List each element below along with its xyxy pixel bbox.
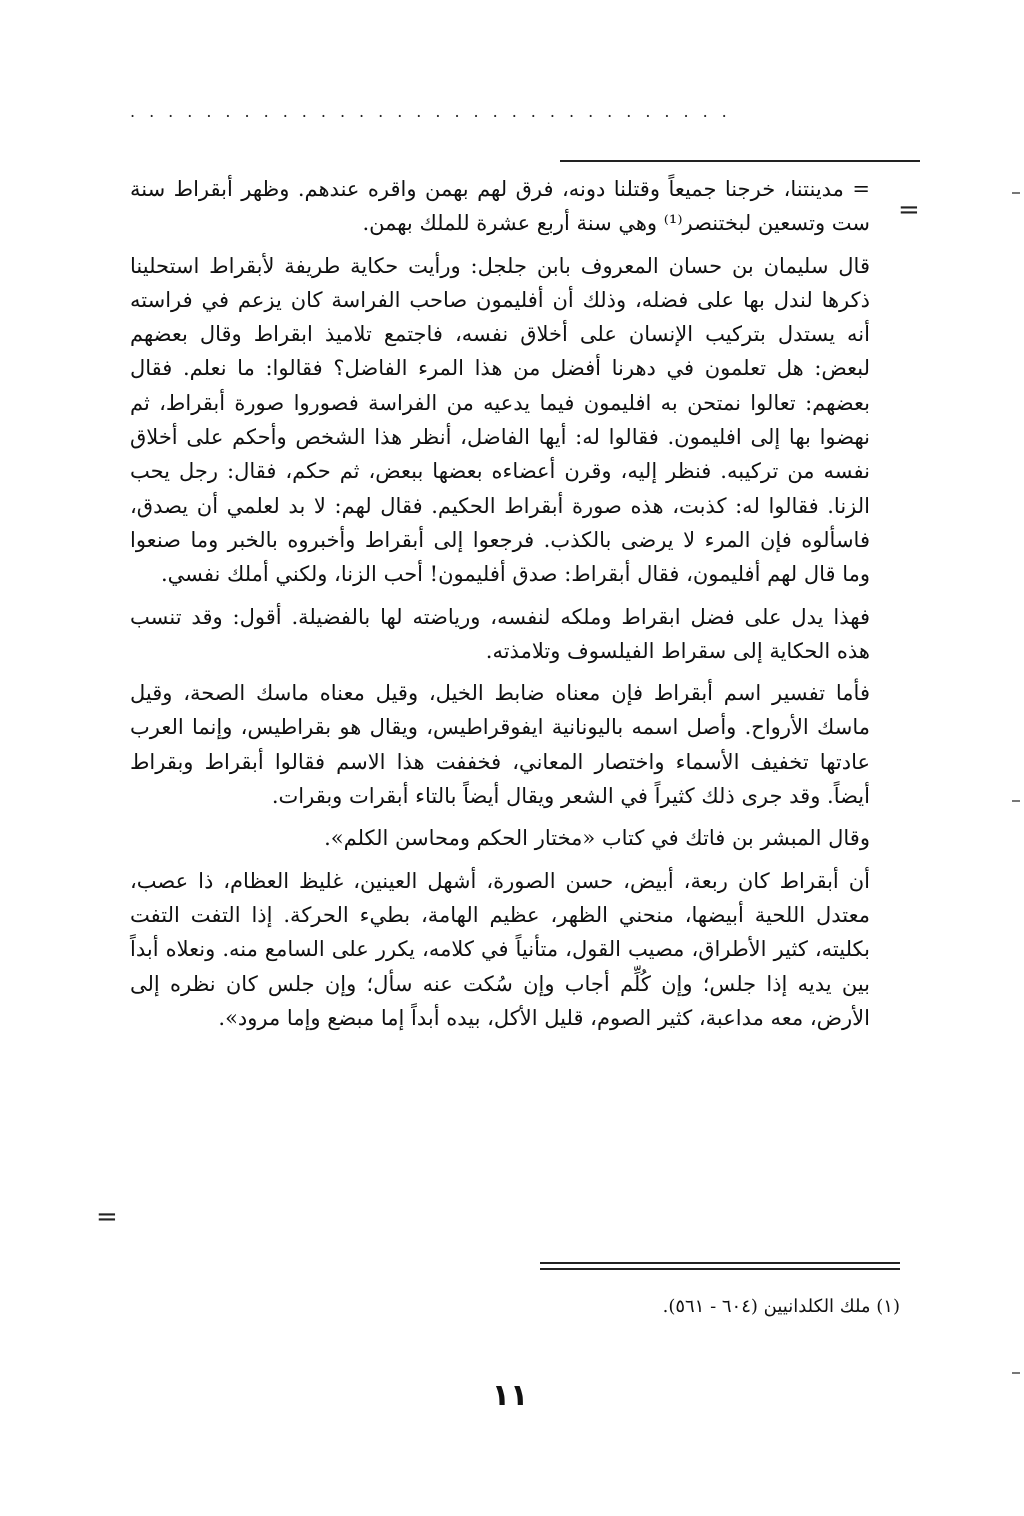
paragraph-5: وقال المبشر بن فاتك في كتاب «مختار الحكم ومحاسن الكلم». [324,826,870,851]
scan-edge-mark [1012,1372,1020,1374]
main-text [130,172,870,1043]
page-number: ١١ [491,1378,529,1413]
footnote-rule-top [540,1262,900,1264]
paragraph-6: أن أبقراط كان ربعة، أبيض، حسن الصورة، أشهل العينين، غليظ العظام، ذا عصب، معتدل اللحية أبيضها، منحني الظهر، عظيم الهامة، بطيء الحركة. إذا التفت التفت بكليته، كثير الأطراق، مصيب القول، متأنياً في كلامه، يكرر على السامع منه. ونعلاه أبداً بين يديه إذا جلس؛ وإن كُلِّم أجاب وإن سُكت عنه سأل؛ وإن جلس كان نظره إلى الأرض، معه مداعبة، كثير الصوم، قليل الأكل، بيده أبداً إما مبضع وإما مرود». [130,868,870,1030]
scan-edge-mark [1012,800,1020,802]
paragraph-2: قال سليمان بن حسان المعروف بابن جلجل: ورأيت حكاية طريفة لأبقراط استحلينا ذكرها لندل بها على فضله، وذلك أن أفليمون صاحب الفراسة كان يزعم في فراسته أنه يستدل بتركيب الإنسان على أخلاق نفسه، فاجتمع تلاميذ ابقراط وقال بعضهم لبعض: هل تعلمون في دهرنا أفضل من هذا المرء الفاضل؟ فقالوا: ما نعلم. فقال بعضهم: تعالوا نمتحن به افليمون فيما يدعيه من الفراسة فصوروا صورة أبقراط، ثم نهضوا بها إلى افليمون. فقالوا له: أيها الفاضل، أنظر هذا الشخص وأحكم على أخلاق نفسه من تركيبه. فنظر إليه، وقرن أعضاءه بعضها ببعض، ثم حكم، فقال: رجل يحب الزنا. فقالوا له: كذبت، هذه صورة أبقراط الحكيم. فقال لهم: لا بد لعلمي أن يصدق، فاسألوه فإن المرء لا يرضى بالكذب. فرجعوا إلى أبقراط وأخبروه بالخبر وما صنعوا وما قال لهم أفليمون، فقال أبقراط: صدق أفليمون! أحب الزنا، ولكني أملك نفسي. [130,253,870,587]
footnote: (١) ملك الكلدانيين (٦٠٤ - ٥٦١). [662,1296,900,1317]
paragraph-1: = مدينتنا، خرجنا جميعاً وقتلنا دونه، فرق لهم بهمن واقره عندهم. وظهر أبقراط سنة ست وتسعين لبختنصر⁽¹⁾ وهي سنة أربع عشرة للملك بهمن. [130,177,870,236]
continuation-mark-top: = [898,195,920,225]
continuation-mark-bottom: = [96,1202,118,1232]
footnote-rule-bottom [540,1268,900,1270]
header-dot-line: ................................ [130,104,741,120]
paragraph-3: فهذا يدل على فضل ابقراط وملكه لنفسه، ورياضته لها بالفضيلة. أقول: وقد تنسب هذه الحكاية إلى سقراط الفيلسوف وتلامذته. [130,604,870,663]
scan-edge-mark [1012,192,1020,194]
header-rule [560,160,920,162]
paragraph-4: فأما تفسير اسم أبقراط فإن معناه ضابط الخيل، وقيل معناه ماسك الصحة، وقيل ماسك الأرواح. وأصل اسمه باليونانية ايفوقراطيس، ويقال هو بقراطيس، وإنما العرب عادتها تخفيف الأسماء واختصار المعاني، فخففت هذا الاسم فقالوا أبقراط وبقراط أيضاً. وقد جرى ذلك كثيراً في الشعر ويقال أيضاً بالتاء أبقرات وبقرات. [130,681,870,809]
